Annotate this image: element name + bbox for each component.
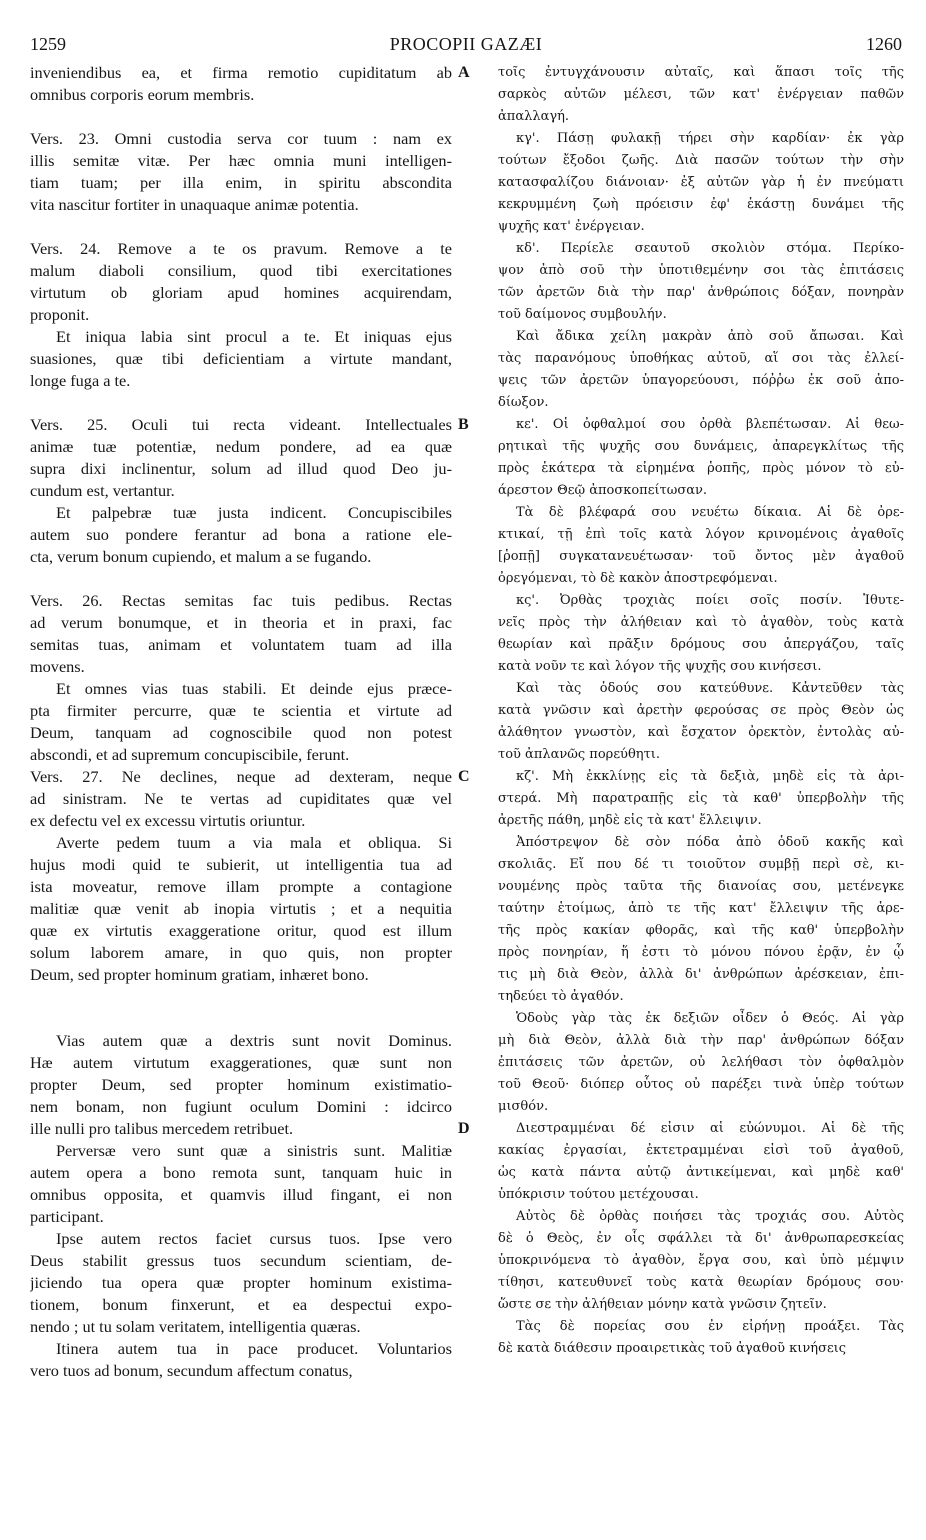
latin-text-line: Hæ autem virtutum exaggerationes, quæ sunt non <box>30 1053 452 1072</box>
greek-text-line: κε'. Οἱ ὀφθαλμοί σου ὀρθὰ βλεπέτωσαν. Αἱ θεω- <box>516 417 904 432</box>
greek-text-line: ἀρετῆς πάθη, μηδὲ εἰς τὰ κατ' ἔλλειψιν. <box>498 813 762 828</box>
latin-text-line: vero tuos ad bonum, secundum affectum conatus, <box>30 1361 353 1380</box>
greek-text-line: δὲ ὁ Θεὸς, ἐν οἷς σφάλλει τὰ δι' ἀνθρωπαρεσκείας <box>498 1231 904 1246</box>
latin-text-line: Et omnes vias tuas stabili. Et deinde ejus præce- <box>56 679 452 698</box>
latin-text-line: Deum, sed propter hominum gratiam, inhæret bono. <box>30 965 369 984</box>
greek-text-line: ὑποκρινόμενα τὸ ἀγαθὸν, ἔργα σου, καὶ ὑπὸ μέμψιν <box>498 1253 904 1268</box>
greek-column <box>498 62 904 1360</box>
greek-text-line: δὲ κατὰ διάθεσιν προαιρετικὰς τοῦ ἀγαθοῦ κινήσεις <box>498 1341 847 1356</box>
greek-text-line: ψυχῆς κατ' ἐνέργειαν. <box>498 219 645 234</box>
greek-text-line: τούτων ἔξοδοι ζωῆς. Διὰ πασῶν τούτων τὴν σὴν <box>498 153 904 168</box>
latin-text-line: Vers. 24. Remove a te os pravum. Remove a te <box>30 239 452 258</box>
greek-text-line: τίθησι, κατευθυνεῖ τοὺς κατὰ θεωρίαν δρόμους σου· <box>498 1275 904 1290</box>
latin-text-line: Vers. 23. Omni custodia serva cor tuum : nam ex <box>30 129 452 148</box>
greek-text-line: κζ'. Μὴ ἐκκλίνῃς εἰς τὰ δεξιὰ, μηδὲ εἰς τὰ ἀρι- <box>516 769 904 784</box>
greek-text-line: ψεις τῶν ἀρετῶν ὑπαγορεύουσι, πόῤῥω ἐκ σοῦ ἀπο- <box>498 373 904 388</box>
greek-text-line: πρὸς ἑκάτερα τὰ εἰρημένα ῥοπῆς, πρὸς μόνον τὸ εὐ- <box>498 461 904 476</box>
greek-text-line: κεκρυμμένη ζωὴ πρόεισιν ἐφ' ἑκάστῃ δυνάμει τῆς <box>498 197 904 212</box>
section-marker-b: B <box>458 416 469 433</box>
greek-text-line: Καὶ ἄδικα χείλη μακρὰν ἀπὸ σοῦ ἄπωσαι. Καὶ <box>516 329 904 344</box>
greek-text-line: κακίας ἐργασίαι, ἐκτετραμμέναι εἰσὶ τοῦ ἀγαθοῦ, <box>498 1143 904 1158</box>
greek-text-line: Καὶ τὰς ὁδούς σου κατεύθυνε. Κἀντεῦθεν τὰς <box>516 681 904 696</box>
latin-column <box>30 62 452 1382</box>
greek-text-line: ρητικαὶ τῆς ψυχῆς σου δυνάμεις, ἀπαρεγκλίτως τῆς <box>498 439 904 454</box>
greek-text-line: τῆς πρὸς κακίαν φθορᾶς, καὶ τῆς καθ' ὑπερβολὴν <box>498 923 904 938</box>
greek-text-line: κτικαί, τῇ ἐπὶ τοῖς κατὰ λόγον κρινομένοις ἀγαθοῖς <box>498 527 904 542</box>
section-marker-c: C <box>458 768 470 785</box>
greek-text-line: Αὐτὸς δὲ ὀρθὰς ποιήσει τὰς τροχιάς σου. Αὐτὸς <box>516 1209 904 1224</box>
latin-text-line: vita nascitur fortiter in unaquaque animæ potentia. <box>30 195 359 214</box>
greek-text-line: κατασφαλίζου διάνοιαν· ἐξ αὐτῶν γὰρ ἡ ἐν πνεύματι <box>498 175 904 190</box>
latin-text-line: animæ tuæ potentiæ, nedum pondere, ad ea quæ <box>30 437 452 456</box>
greek-text-line: Τὰ δὲ βλέφαρά σου νευέτω δίκαια. Αἱ δὲ ὀρε- <box>516 505 904 520</box>
latin-text-line: Deus stabilit gressus tuos secundum scientiam, de- <box>30 1251 452 1270</box>
page-number-right: 1260 <box>866 34 902 54</box>
greek-text-line: στερά. Μὴ παρατραπῇς εἰς τὰ καθ' ὑπερβολὴν τῆς <box>498 791 904 806</box>
page-header <box>30 32 902 56</box>
latin-text-line: quæ ex virtutis exaggeratione oritur, quod est illum <box>30 921 452 940</box>
latin-text-line: ad sinistram. Ne te vertas ad cupiditates quæ vel <box>30 789 452 808</box>
greek-text-line: κατὰ γνῶσιν καὶ ἀρετὴν φερούσας σε πρὸς Θεὸν ὡς <box>498 703 904 718</box>
latin-text-line: Deum, tanquam ad cognoscibile quod non potest <box>30 723 452 742</box>
page-number-left: 1259 <box>30 34 66 54</box>
greek-text-line: τις μὴ διὰ Θεὸν, ἀλλὰ δι' ἀνθρώπων ἀρέσκειαν, ἐπι- <box>498 967 904 982</box>
latin-text-line: cta, verum bonum cupiendo, et malum a se fugando. <box>30 547 372 566</box>
greek-text-line: ὡς κατὰ πάντα αὐτῷ ἀντικείμεναι, καὶ μηδὲ καθ' <box>498 1165 904 1180</box>
latin-text-line: omnibus opposita, et quamvis illud fingant, ei non <box>30 1185 452 1204</box>
greek-text-line: ἐπιτάσεις τῶν ἀρετῶν, οὐ λελήθασι τὸν ὀφθαλμὸν <box>498 1055 904 1070</box>
greek-text-line: ἀλάθητον γνωστὸν, καὶ ἔσχατον ὀρεκτὸν, ἐντολὰς αὐ- <box>498 725 904 740</box>
greek-text-line: σκολιᾶς. Εἴ που δέ τι τοιοῦτον συμβῇ περὶ σὲ, κι- <box>498 857 904 872</box>
latin-text-line: ista moveatur, remove illam prompte a contagione <box>30 877 452 896</box>
latin-text-line: proponit. <box>30 305 90 324</box>
latin-text-line: propter Deum, sed propter hominum existimatio- <box>30 1075 452 1094</box>
greek-text-line: Τὰς δὲ πορείας σου ἐν εἰρήνῃ προάξει. Τὰς <box>516 1319 904 1334</box>
latin-text-line: Perversæ vero sunt quæ a sinistris sunt. Malitiæ <box>56 1141 452 1160</box>
greek-text-line: τοῦ δαίμονος συμβουλήν. <box>498 307 667 322</box>
section-marker-a: A <box>458 64 470 81</box>
greek-text-line: ὥστε σε τὴν ἀλήθειαν μόνην κατὰ γνῶσιν ζητεῖν. <box>498 1297 827 1312</box>
latin-text-line: malum diaboli consilium, quod tibi exercitationes <box>30 261 452 280</box>
latin-text-line: tiam tuam; per illa enim, in spiritu abscondita <box>30 173 452 192</box>
greek-text-line: κγ'. Πάσῃ φυλακῇ τήρει σὴν καρδίαν· ἐκ γὰρ <box>516 131 904 146</box>
latin-text-line: Vias autem quæ a dextris sunt novit Dominus. <box>56 1031 452 1050</box>
greek-text-line: Ὁδοὺς γὰρ τὰς ἐκ δεξιῶν οἶδεν ὁ Θεός. Αἱ γὰρ <box>516 1011 904 1026</box>
greek-text-line: Διεστραμμέναι δέ εἰσιν αἱ εὐώνυμοι. Αἱ δὲ τῆς <box>516 1121 904 1136</box>
latin-text-line: supra dixi inclinentur, solum ad illud quod Deo ju- <box>30 459 452 478</box>
latin-text-line: movens. <box>30 657 85 676</box>
greek-text-line: θεωρίαν καὶ πρᾶξιν δρόμους σου ἀπεργάζου, ταῖς <box>498 637 904 652</box>
running-title: PROCOPII GAZÆI <box>389 34 543 54</box>
latin-text-line: hujus modi quid te subierit, ut intelligentia tua ad <box>30 855 452 874</box>
latin-text-line: tionem, bonum finxerunt, et ea despectui expo- <box>30 1295 452 1314</box>
latin-text-line: longe fuga a te. <box>30 371 131 390</box>
greek-text-line: νεῖς πρὸς τὴν ἀλήθειαν καὶ τὸ ἀγαθὸν, τοὺς κατὰ <box>498 615 904 630</box>
latin-text-line: Vers. 25. Oculi tui recta videant. Intellectuales <box>30 415 452 434</box>
greek-text-line: πρὸς πονηρίαν, ἥ ἐστι τὸ μόνου πόνου ἐρᾷν, ἐν ᾧ <box>498 945 904 960</box>
latin-paragraph-gap <box>30 986 452 1030</box>
greek-text-line: τοῦ ἀπλανῶς πορεύθητι. <box>498 747 660 762</box>
greek-text-line: τῶν ἀρετῶν διὰ τὴν παρ' ἀνθρώποις δόξαν, πονηρὰν <box>498 285 904 300</box>
latin-text-line: Vers. 27. Ne declines, neque ad dexteram, neque <box>30 767 452 786</box>
latin-text-line: Et palpebræ tuæ justa indicent. Concupiscibiles <box>56 503 452 522</box>
latin-text-line: ex defectu vel ex excessu virtutis oriuntur. <box>30 811 306 830</box>
latin-paragraph-gap <box>30 568 452 590</box>
greek-text-line: τοῖς ἐντυγχάνουσιν αὐταῖς, καὶ ἅπασι τοῖς τῆς <box>498 65 904 80</box>
latin-text-line: autem opera a bono remota sunt, tanquam huic in <box>30 1163 452 1182</box>
latin-text-line: suasiones, quæ tibi deficientiam a virtute mandant, <box>30 349 452 368</box>
latin-text-line: Et iniqua labia sint procul a te. Et iniquas ejus <box>56 327 452 346</box>
greek-text-line: μὴ διὰ Θεὸν, ἀλλὰ διὰ τὴν παρ' ἀνθρώπων δόξαν <box>498 1033 904 1048</box>
latin-paragraph-gap <box>30 106 452 128</box>
latin-text-line: omnibus corporis eorum membris. <box>30 85 255 104</box>
greek-text-line: ψον ἀπὸ σοῦ τὴν ὑποτιθεμένην σοι τὰς ἐπιτάσεις <box>498 263 904 278</box>
latin-text-line: solum laborem amare, in quo quis, non propter <box>30 943 452 962</box>
greek-text-line: τηδεύει τὸ ἀγαθόν. <box>498 989 624 1004</box>
latin-text-line: Ipse autem rectos faciet cursus tuos. Ipse vero <box>56 1229 452 1248</box>
greek-text-line: ἀπαλλαγή. <box>498 109 570 124</box>
latin-text-line: virtutum ob gloriam apud homines acquirendam, <box>30 283 452 302</box>
latin-text-line: semitas tuas, animam et voluntatem tuam ad illa <box>30 635 452 654</box>
latin-text-line: jiciendo tua opera quæ propter hominum existima- <box>30 1273 452 1292</box>
latin-paragraph-gap <box>30 392 452 414</box>
greek-text-line: ταύτην ἑτοίμως, ἀπὸ τε τῆς κατ' ἔλλειψιν τῆς ἀρε- <box>498 901 904 916</box>
latin-text-line: abscondi, et ad supremum concupiscibile, ferunt. <box>30 745 350 764</box>
greek-text-line: ὀρεγόμεναι, τὸ δὲ κακὸν ἀποστρεφόμεναι. <box>498 571 778 586</box>
greek-text-line: μισθόν. <box>498 1099 549 1114</box>
latin-text-line: Averte pedem tuum a via mala et obliqua. Si <box>56 833 452 852</box>
greek-text-line: σαρκὸς αὐτῶν μέλεσι, τῶν κατ' ἐνέργειαν παθῶν <box>498 87 904 102</box>
latin-text-line: autem suo pondere ferantur ad bona a ratione ele- <box>30 525 452 544</box>
greek-text-line: νουμένης πρὸς ταῦτα τῆς διανοίας σου, μετένεγκε <box>498 879 904 894</box>
greek-text-line: τὰς παρανόμους ὑποθήκας αὐτοῦ, αἵ σοι τὰς ἐλλεί- <box>498 351 904 366</box>
latin-text-line: illis semitæ vitæ. Per hæc omnia muni intelligen- <box>30 151 452 170</box>
latin-text-line: ille nulli pro talibus mercedem retribuet. <box>30 1119 294 1138</box>
greek-text-line: κδ'. Περίελε σεαυτοῦ σκολιὸν στόμα. Περίκο- <box>516 241 904 256</box>
latin-text-line: participant. <box>30 1207 104 1226</box>
latin-text-line: Itinera autem tua in pace producet. Voluntarios <box>56 1339 452 1358</box>
latin-text-line: pta firmiter percurre, quæ te scientia et virtute ad <box>30 701 452 720</box>
greek-text-line: άρεστον Θεῷ ἀποσκοπείτωσαν. <box>498 483 708 498</box>
latin-text-line: nendo ; ut tu solam veritatem, intelligentia quæras. <box>30 1317 361 1336</box>
greek-text-line: κατὰ νοῦν τε καὶ λόγον τῆς ψυχῆς σου κινήσεσι. <box>498 659 822 674</box>
latin-text-line: ad verum bonumque, et in theoria et in praxi, fac <box>30 613 452 632</box>
latin-text-line: nem bonam, non fugiunt oculum Domini : idcirco <box>30 1097 452 1116</box>
latin-text-line: malitiæ quæ venit ab inopia virtutis ; et a nequitia <box>30 899 452 918</box>
section-marker-d: D <box>458 1120 470 1137</box>
latin-paragraph-gap <box>30 216 452 238</box>
latin-text-line: inveniendibus ea, et firma remotio cupiditatum ab <box>30 63 452 82</box>
latin-text-line: cundum est, vertantur. <box>30 481 175 500</box>
greek-text-line: [ῥοπῇ] συγκατανευέτωσαν· τοῦ ὄντος μὲν ἀγαθοῦ <box>498 549 904 564</box>
greek-text-line: Ἀπόστρεψον δὲ σὸν πόδα ἀπὸ ὁδοῦ κακῆς καὶ <box>516 835 904 850</box>
greek-text-line: τοῦ Θεοῦ· διόπερ οὗτος οὐ παρέξει τινὰ ὑπὲρ τούτων <box>498 1077 904 1092</box>
greek-text-line: δίωξον. <box>498 395 549 410</box>
greek-text-line: κς'. Ὀρθὰς τροχιὰς ποίει σοῖς ποσίν. Ἰθυτε- <box>516 593 904 608</box>
greek-text-line: ὑπόκρισιν τούτου μετέχουσαι. <box>498 1187 699 1202</box>
latin-text-line: Vers. 26. Rectas semitas fac tuis pedibus. Rectas <box>30 591 452 610</box>
